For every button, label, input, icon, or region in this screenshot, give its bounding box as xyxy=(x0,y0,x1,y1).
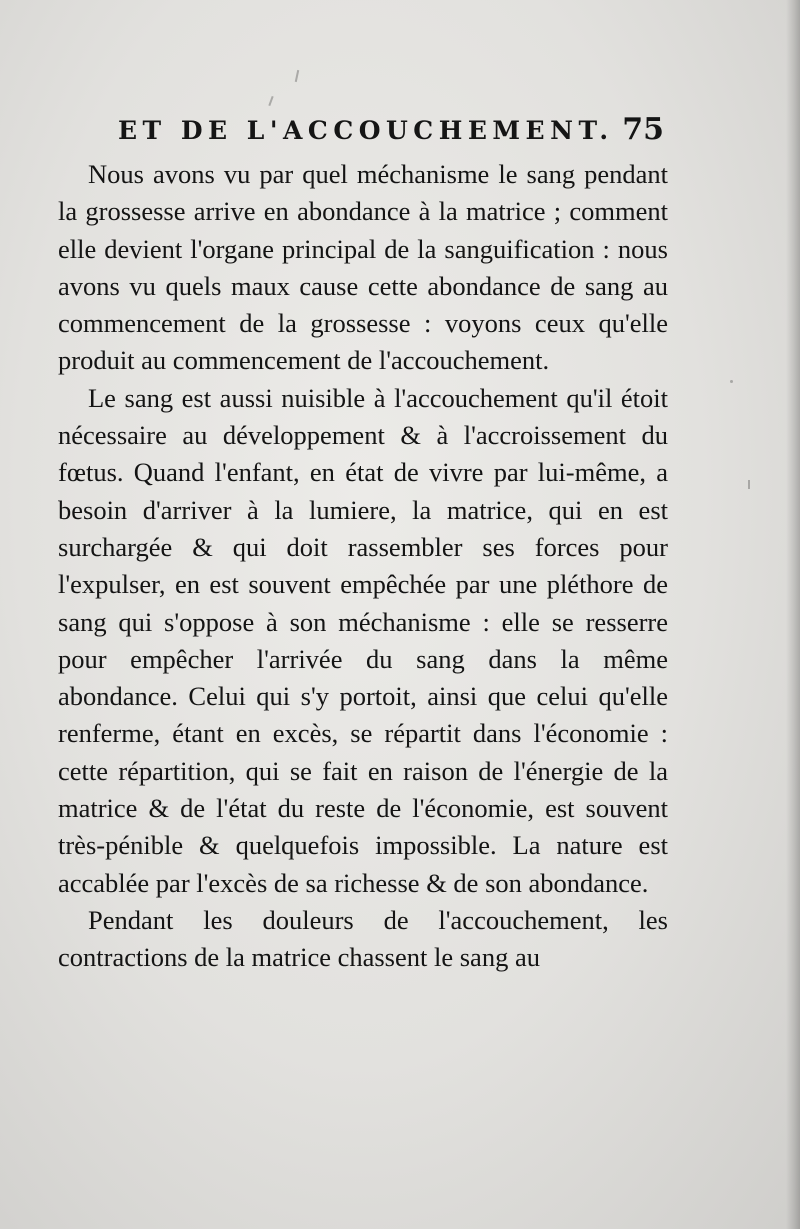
scan-speck xyxy=(730,380,733,383)
scan-speck xyxy=(268,96,273,106)
paragraph: Nous avons vu par quel méchanisme le sang pendant la grossesse arrive en abondance à la matrice ; comment elle devient l'organe principal de la sanguification : nous avons vu quels maux cause cette abondance de sang au commencement de la grossesse : voyons ceux qu'elle produit au commencement de l'accouchement. xyxy=(58,159,668,376)
page-number: 75 xyxy=(622,112,664,147)
page-header xyxy=(118,112,664,152)
page-edge-shadow xyxy=(786,0,800,1229)
body-text xyxy=(58,156,668,977)
scan-speck xyxy=(295,70,299,82)
scan-speck xyxy=(748,480,750,489)
paragraph: Le sang est aussi nuisible à l'accouchement qu'il étoit nécessaire au développement & à l'accroissement du fœtus. Quand l'enfant, en état de vivre par lui-même, a besoin d'arriver à la lumiere, la matrice, qui en est surchargée & qui doit rassembler ses forces pour l'expulser, en est souvent empêchée par une pléthore de sang qui s'oppose à son méchanisme : elle se resserre pour empêcher l'arrivée du sang dans la même abondance. Celui qui s'y portoit, ainsi que celui qu'elle renferme, étant en excès, se répartit dans l'économie : cette répartition, qui se fait en raison de l'énergie de la matrice & de l'état du reste de l'économie, est souvent très-pénible & quelquefois impossible. La nature est accablée par l'excès de sa richesse & de son abondance. xyxy=(58,382,668,898)
running-head: ET DE L'ACCOUCHEMENT. xyxy=(118,116,614,145)
paragraph: Pendant les douleurs de l'accouchement, les contractions de la matrice chassent le sang au xyxy=(58,904,668,973)
